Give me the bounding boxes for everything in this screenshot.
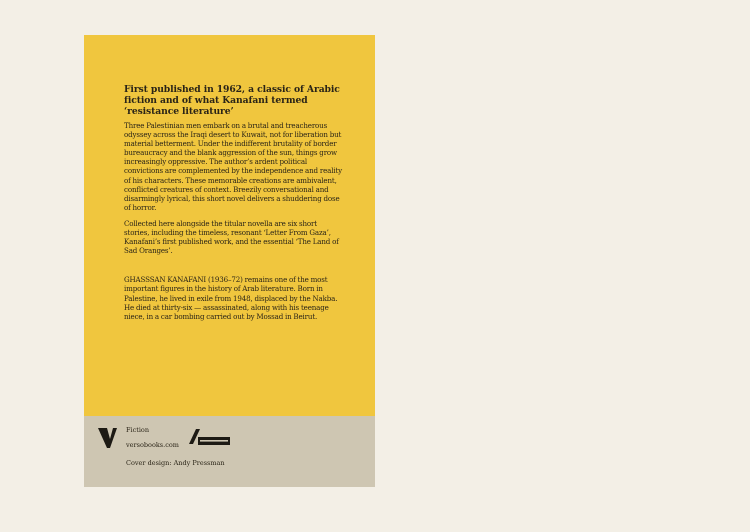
cover-design-credit: Cover design: Andy Pressman <box>126 459 225 467</box>
publisher-website: versobooks.com <box>126 441 179 449</box>
educational-division-badge-icon <box>189 428 231 448</box>
cover-headline: First published in 1962, a classic of Arabic fiction and of what Kanafani termed ‘resistance literature’ <box>124 84 340 117</box>
synopsis-paragraph: Three Palestinian men embark on a brutal and treacherous odyssey across the Iraqi desert to Kuwait, not for liberation but material betterment. Under the indifferent brutality of border bureaucracy and the blank aggression of the sun, things grow increasingly oppressive. The author’s ardent political convictions are complemented by the independence and reality of his characters. These memorable creations are ambivalent, conflicted creatures of context. Breezily conversational and disarmingly lyrical, this short novel delivers a shuddering dose of horror. <box>124 121 343 212</box>
verso-v-logo-icon <box>98 427 120 449</box>
book-back-cover <box>84 35 375 487</box>
author-bio: GHASSSAN KANAFANI (1936–72) remains one of the most important figures in the history of Arab literature. Born in Palestine, he lived in exile from 1948, displaced by the Nakba. He died at thirty-six — assassinated, along with his teenage niece, in a car bombing carried out by Mossad in Beirut. <box>124 275 338 321</box>
genre-label: Fiction <box>126 426 150 434</box>
cover-footer-band <box>84 416 375 487</box>
cover-text-block <box>124 84 344 328</box>
collection-paragraph: Collected here alongside the titular novella are six short stories, including the timeless, resonant ‘Letter From Gaza’, Kanafani’s first published work, and the essential ‘The Land of Sad Oranges’. <box>124 218 339 256</box>
